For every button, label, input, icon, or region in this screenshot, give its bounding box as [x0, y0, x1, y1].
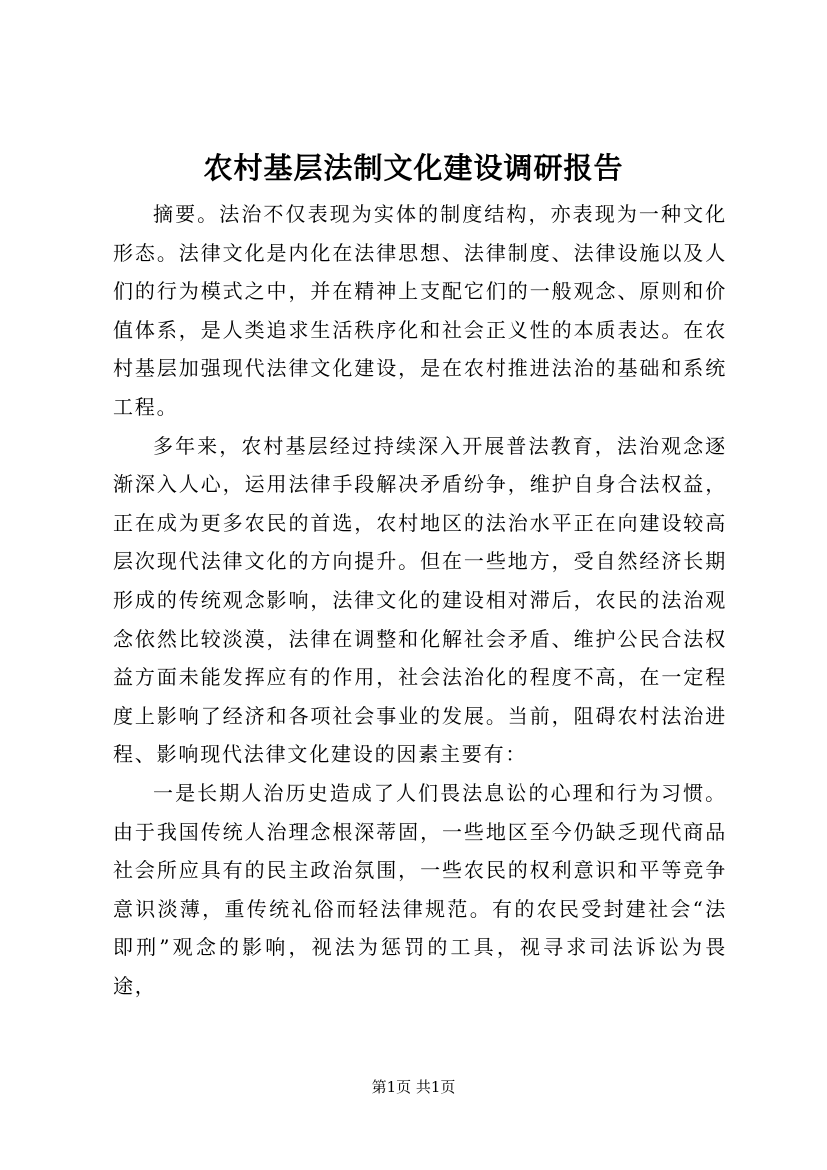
page-footer: 第1页 共1页 — [371, 1078, 456, 1096]
paragraph-abstract: 摘要。法治不仅表现为实体的制度结构，亦表现为一种文化形态。法律文化是内化在法律思想、法律制度、法律设施以及人们的行为模式之中，并在精神上支配它们的一般观念、原则和价值体系，是人类追求生活秩序化和社会正义性的本质表达。在农村基层加强现代法律文化建设，是在农村推进法治的基础和系统工程。 — [113, 202, 727, 419]
paragraph-background: 多年来，农村基层经过持续深入开展普法教育，法治观念逐渐深入人心，运用法律手段解决矛盾纷争，维护自身合法权益，正在成为更多农民的首选，农村地区的法治水平正在向建设较高层次现代法律文化的方向提升。但在一些地方，受自然经济长期形成的传统观念影响，法律文化的建设相对滞后，农民的法治观念依然比较淡漠，法律在调整和化解社会矛盾、维护公民合法权益方面未能发挥应有的作用，社会法治化的程度不高，在一定程度上影响了经济和各项社会事业的发展。当前，阻碍农村法治进程、影响现代法律文化建设的因素主要有： — [113, 433, 727, 767]
paragraph-factor-one: 一是长期人治历史造成了人们畏法息讼的心理和行为习惯。由于我国传统人治理念根深蒂固，一些地区至今仍缺乏现代商品社会所应具有的民主政治氛围，一些农民的权利意识和平等竞争意识淡薄，重传统礼俗而轻法律规范。有的农民受封建社会“法即刑”观念的影响，视法为惩罚的工具，视寻求司法诉讼为畏途， — [113, 780, 727, 998]
document-title: 农村基层法制文化建设调研报告 — [203, 151, 624, 185]
document-body — [113, 195, 727, 1005]
